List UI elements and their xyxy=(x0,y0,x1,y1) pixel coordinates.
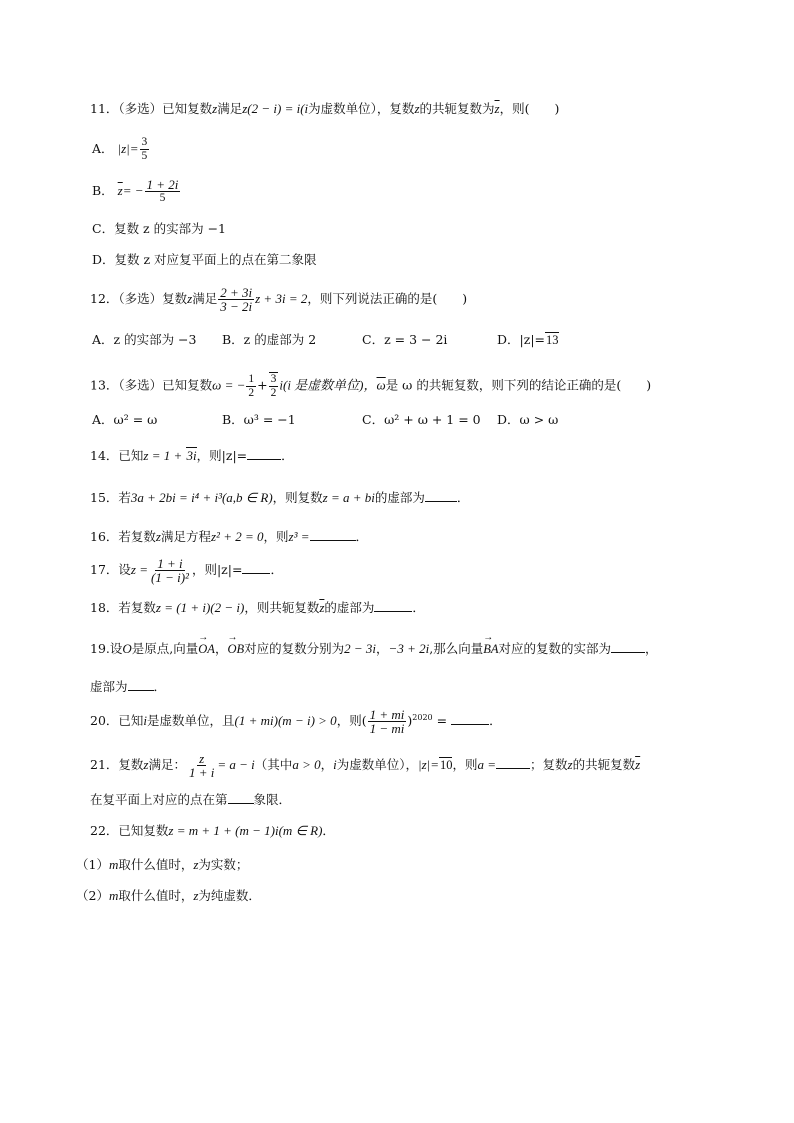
q13-option-d: D．ω > ω xyxy=(497,412,559,427)
q12-option-d: D．|z|=13 xyxy=(497,332,559,347)
q19-line2: 虚部为 ． xyxy=(90,679,167,694)
q11-option-a: A． |z|= $\frac{3}{5}$ xyxy=(92,136,148,162)
q21-line2: 在复平面上对应的点在第 象限． xyxy=(90,792,292,807)
q12-option-c: C．z = 3 − 2i xyxy=(362,332,448,347)
fraction: $\frac{z}{1 + i}$ xyxy=(188,751,215,780)
q13-option-b: B．ω³ = −1 xyxy=(222,412,296,427)
q22-part2: （2）m取什么值时，z为纯虚数． xyxy=(76,888,261,903)
answer-blank xyxy=(242,560,270,574)
fraction: $\frac{2 + 3i}{3 - 2i}$ xyxy=(220,285,253,314)
answer-blank xyxy=(374,598,412,612)
fraction: $\frac{1 + mi}{1 - mi}$ xyxy=(369,707,405,737)
answer-blank xyxy=(228,790,254,804)
answer-blank xyxy=(611,639,645,653)
q11-stem: 11．（多选）已知复数z满足z(2 − i) = i(i为虚数单位），复数z的共轭复数为$\overline{z}$，则( ) xyxy=(90,101,560,116)
fraction: $\frac{1 + i}{\text{(1 − i)²}}$ xyxy=(151,556,189,585)
q12-stem: 12．（多选）复数z满足 $\frac{2 + 3i}{3 - 2i}$ z + 3i = 2，则下列说法正确的是( ) xyxy=(90,285,468,314)
q20: 20．已知i是虚数单位，且(1 + mi)(m − i) > 0，则( $\frac{1 + mi}{1 - mi}$ )$^{2020}$ = ． xyxy=(90,707,502,737)
q21-line1: 21．复数z满足： $\frac{z}{1 + i}$ = a − i（其中a > 0，i为虚数单位），|z|=10，则a = ；复数z的共轭复数$\overline{z}$ xyxy=(90,751,641,780)
q16: 16．若复数z满足方程z² + 2 = 0，则z³ = ． xyxy=(90,529,369,544)
q17: 17．设z = $\frac{1 + i}{\text{(1 − i)²}}$ ，则|z|= ． xyxy=(90,556,283,585)
q14: 14．已知z = 1 + 3i，则|z|= ． xyxy=(90,448,294,463)
answer-blank xyxy=(128,677,154,691)
q13-option-a: A．ω² = ω xyxy=(92,412,158,427)
answer-blank xyxy=(425,488,457,502)
answer-blank xyxy=(451,711,489,725)
q11-option-b: B． $\overline{z}=$ − $\frac{1 + 2i}{5}$ xyxy=(92,177,179,204)
fraction: $\frac{3}{2}$ xyxy=(270,373,277,399)
q12-option-a: A．z 的实部为 −3 xyxy=(92,332,197,347)
answer-blank xyxy=(496,755,530,769)
q15: 15．若3a + 2bi = i⁴ + i³(a,b ∈ R)，则复数z = a + bi的虚部为 ． xyxy=(90,490,470,505)
q12-option-b: B．z 的虚部为 2 xyxy=(222,332,317,347)
answer-blank xyxy=(310,527,356,541)
q11-option-d: D．复数 z 对应复平面上的点在第二象限 xyxy=(92,252,317,267)
q11-option-c: C．复数 z 的实部为 −1 xyxy=(92,221,226,236)
answer-blank xyxy=(247,446,281,460)
q18: 18．若复数z = (1 + i)(2 − i)，则共轭复数$\overline{z}$的虚部为 ． xyxy=(90,600,425,615)
fraction: $\frac{3}{5}$ xyxy=(141,136,148,162)
q13-stem: 13．（多选）已知复数ω = − $\frac{1}{2}$ + $\frac{3}{2}$ i(i 是虚数单位)，$\overline{\omega}$是 ω 的共轭复数，则下列的结论正确的是( ) xyxy=(90,372,652,399)
fraction: $\frac{1 + 2i}{5}$ xyxy=(146,177,179,204)
q13-option-c: C．ω² + ω + 1 = 0 xyxy=(362,412,481,427)
q22-stem: 22．已知复数z = m + 1 + (m − 1)i(m ∈ R)． xyxy=(90,823,335,838)
fraction: $\frac{1}{2}$ xyxy=(248,372,255,399)
q19-line1: 19.设O是原点,向量→ OA，→ OB对应的复数分别为2 − 3i，−3 + 2i,那么向量→ BA对应的复数的实部为 ， xyxy=(90,639,658,659)
q22-part1: （1）m取什么值时，z为实数； xyxy=(76,857,249,872)
